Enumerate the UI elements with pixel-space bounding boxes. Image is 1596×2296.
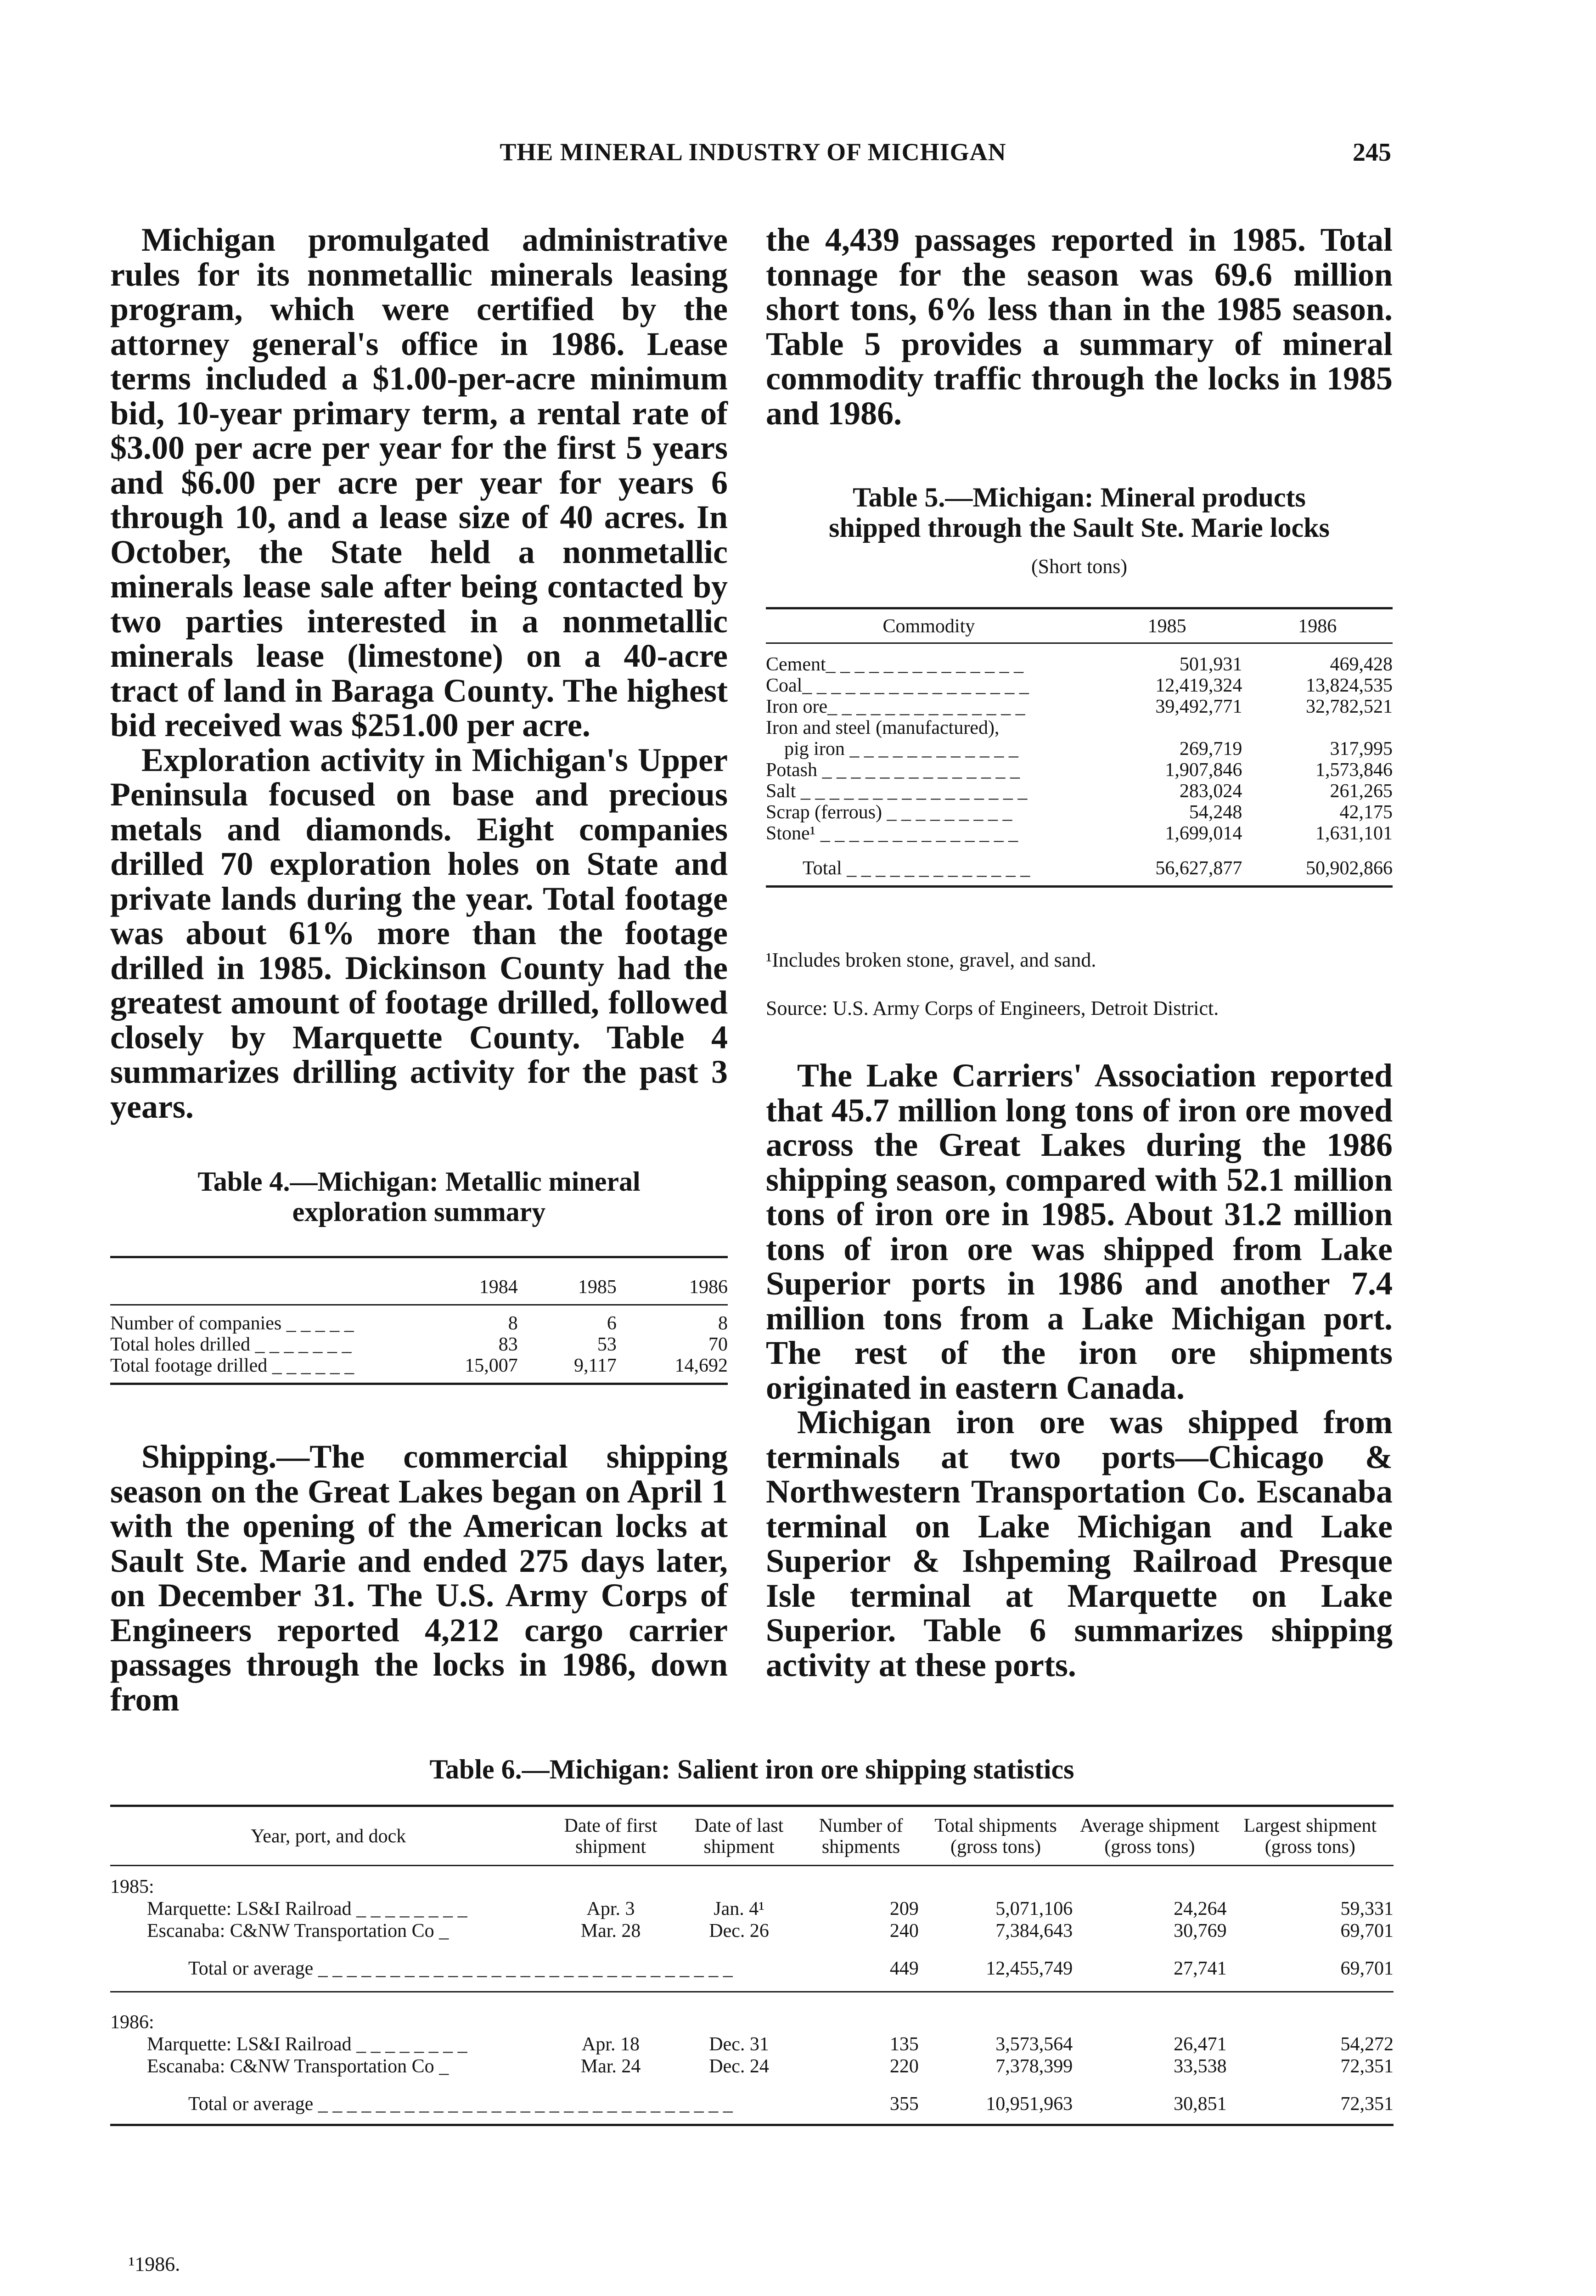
cell: 24,264 bbox=[1174, 1898, 1227, 1919]
cell: 13,824,535 bbox=[1306, 675, 1393, 696]
cell: Dec. 31 bbox=[709, 2034, 769, 2055]
cell: 15,007 bbox=[431, 1355, 517, 1384]
cell: 7,384,643 bbox=[995, 1920, 1073, 1941]
dot-leader: _ _ _ _ _ _ _ _ bbox=[356, 1898, 467, 1919]
cell: 33,538 bbox=[1174, 2056, 1227, 2077]
cell: 72,351 bbox=[1340, 2056, 1394, 2077]
cell: 12,455,749 bbox=[986, 1958, 1073, 1979]
dot-leader: _ _ _ _ _ _ _ _ _ _ _ _ _ _ _ _ bbox=[802, 675, 1029, 696]
cell: 283,024 bbox=[1179, 781, 1242, 802]
cell: 449 bbox=[889, 1958, 919, 1979]
table4-col-header: 1985 bbox=[518, 1257, 617, 1305]
cell: 135 bbox=[889, 2034, 919, 2055]
shipping-section bbox=[110, 1440, 728, 1717]
row-label: Salt bbox=[766, 781, 796, 802]
row-label: Stone¹ bbox=[766, 823, 816, 844]
cell: 220 bbox=[889, 2056, 919, 2077]
paragraph: The Lake Carriers' Association reported that 45.7 million long tons of iron ore moved across the Great Lakes during the 1986 shipping season, compared with 52.1 million tons of iron ore in 1985. About 31.2 million tons of iron ore was shipped from Lake Superior ports in 1986 and another 7.4 million tons from a Lake Michigan port. The rest of the iron ore shipments originated in eastern Canada. bbox=[766, 1057, 1393, 1406]
cell: 39,492,771 bbox=[1155, 696, 1242, 717]
dot-leader: _ bbox=[439, 1920, 449, 1941]
table-row bbox=[766, 643, 1393, 675]
table4-col-header: 1986 bbox=[617, 1257, 728, 1305]
cell: 1,907,846 bbox=[1165, 760, 1242, 781]
table-row bbox=[766, 802, 1393, 823]
running-head: THE MINERAL INDUSTRY OF MICHIGAN bbox=[500, 138, 1006, 166]
cell: 8 bbox=[508, 1313, 518, 1334]
cell: 42,175 bbox=[1339, 802, 1393, 823]
cell: 32,782,521 bbox=[1306, 696, 1393, 717]
row-label: Total or average bbox=[188, 2093, 314, 2115]
dot-leader: _ bbox=[439, 2056, 449, 2077]
table5 bbox=[766, 607, 1393, 888]
page-number: 245 bbox=[1353, 138, 1391, 167]
row-label: Marquette: LS&I Railroad bbox=[147, 2034, 352, 2055]
year-label: 1985: bbox=[110, 1876, 154, 1897]
table-row bbox=[766, 675, 1393, 696]
paragraph: the 4,439 passages reported in 1985. Total tonnage for the season was 69.6 million short tons, 6% less than in the 1985 season. Table 5 provides a summary of mineral commodity traffic through the locks in 1985 and 1986. bbox=[766, 221, 1393, 432]
table-row bbox=[110, 1355, 728, 1384]
table-row bbox=[766, 781, 1393, 802]
cell: 10,951,963 bbox=[919, 2077, 1073, 2125]
table-row bbox=[110, 2002, 1394, 2033]
table-row bbox=[110, 1919, 1394, 1941]
cell: 12,419,324 bbox=[1155, 675, 1242, 696]
right-column-text-lower bbox=[766, 1058, 1393, 1683]
row-label: Iron and steel (manufactured), bbox=[766, 717, 1000, 738]
dot-leader: _ _ _ _ _ _ _ _ _ _ _ _ _ _ _ _ bbox=[800, 781, 1028, 802]
dot-leader: _ _ _ _ _ _ _ _ _ _ _ _ _ _ bbox=[827, 696, 1025, 717]
cell: 69,701 bbox=[1340, 1958, 1394, 1979]
row-label: Number of companies bbox=[110, 1313, 282, 1334]
row-label: pig iron bbox=[784, 738, 845, 760]
shipping-text: —The commercial shipping season on the Great Lakes began on April 1 with the opening of the American locks at Sault Ste. Marie and ended 275 days later, on December 31. The U.S. Army Corps of Engineers reported 4,212 cargo carrier passages through the locks in 1986, down from bbox=[110, 1438, 728, 1718]
table5-col-header: Commodity bbox=[766, 608, 1092, 643]
table4-header-blank bbox=[110, 1257, 431, 1305]
table5-source: Source: U.S. Army Corps of Engineers, Detroit District. bbox=[766, 997, 1219, 1019]
cell: 317,995 bbox=[1330, 738, 1393, 760]
cell: 54,248 bbox=[1189, 802, 1242, 823]
cell: 355 bbox=[803, 2077, 919, 2125]
cell: 5,071,106 bbox=[995, 1898, 1073, 1919]
table-divider bbox=[110, 1992, 1394, 2002]
cell: 69,701 bbox=[1340, 1920, 1394, 1941]
table-row bbox=[766, 696, 1393, 717]
table-total-row bbox=[766, 844, 1393, 887]
cell: 1,631,101 bbox=[1315, 823, 1393, 844]
table-row bbox=[110, 1897, 1394, 1919]
dot-leader: _ _ _ _ _ _ _ _ bbox=[356, 2034, 467, 2055]
cell: 27,741 bbox=[1174, 1958, 1227, 1979]
cell: Mar. 24 bbox=[580, 2056, 641, 2077]
table4 bbox=[110, 1256, 728, 1385]
table5-title bbox=[766, 482, 1393, 543]
table6-col-header: Largest shipment (gross tons) bbox=[1227, 1806, 1394, 1866]
cell: 501,931 bbox=[1179, 654, 1242, 675]
table5-col-header: 1986 bbox=[1242, 608, 1393, 643]
year-label: 1986: bbox=[110, 2012, 154, 2033]
paragraph bbox=[110, 1440, 728, 1717]
cell: 30,769 bbox=[1174, 1920, 1227, 1941]
dot-leader: _ _ _ _ _ _ _ _ _ _ _ _ _ _ bbox=[820, 823, 1018, 844]
row-label: Iron ore bbox=[766, 696, 828, 717]
table-row bbox=[110, 1305, 728, 1334]
dot-leader: _ _ _ _ _ _ _ _ _ _ _ _ bbox=[849, 738, 1018, 760]
cell: 53 bbox=[597, 1334, 617, 1355]
table-row bbox=[766, 760, 1393, 781]
table5-title-line: shipped through the Sault Ste. Marie locks bbox=[829, 512, 1330, 543]
cell: Apr. 3 bbox=[586, 1898, 635, 1919]
cell: 56,627,877 bbox=[1092, 844, 1242, 887]
row-label: Total holes drilled bbox=[110, 1334, 250, 1355]
table5-footnote: ¹Includes broken stone, gravel, and sand. bbox=[766, 949, 1096, 971]
row-label: Escanaba: C&NW Transportation Co bbox=[147, 2056, 434, 2077]
table4-title-line: exploration summary bbox=[292, 1197, 546, 1227]
cell: 72,351 bbox=[1227, 2077, 1394, 2125]
cell: 83 bbox=[498, 1334, 518, 1355]
paragraph: Michigan promulgated administrative rules for its nonmetallic minerals leasing program, which were certified by the attorney general's office in 1986. Lease terms included a $1.00-per-acre minimum bid, 10-year primary term, a rental rate of $3.00 per acre per year for the first 5 years and $6.00 per acre per year for years 6 through 10, and a lease size of 40 acres. In October, the State held a nonmetallic minerals lease sale after being contacted by two parties interested in a nonmetallic minerals lease (limestone) on a 40-acre tract of land in Baraga County. The highest bid received was $251.00 per acre. bbox=[110, 221, 728, 743]
cell: 50,902,866 bbox=[1242, 844, 1393, 887]
table5-unit: (Short tons) bbox=[1031, 555, 1127, 578]
paragraph: Michigan iron ore was shipped from terminals at two ports—Chicago & Northwestern Transportation Co. Escanaba terminal on Lake Michigan and Lake Superior & Ishpeming Railroad Presque Isle terminal at Marquette on Lake Superior. Table 6 summarizes shipping activity at these ports. bbox=[766, 1404, 1393, 1683]
table5-title-line: Table 5.—Michigan: Mineral products bbox=[853, 482, 1306, 512]
table-row bbox=[766, 717, 1393, 738]
cell: 14,692 bbox=[617, 1355, 728, 1384]
dot-leader: _ _ _ _ _ _ _ _ _ _ _ _ _ _ _ _ _ _ _ _ _ _ _ _ _ _ _ _ _ bbox=[318, 1958, 733, 1979]
cell: 59,331 bbox=[1340, 1898, 1394, 1919]
dot-leader: _ _ _ _ _ _ _ _ _ _ _ _ _ bbox=[847, 858, 1030, 879]
cell: 240 bbox=[889, 1920, 919, 1941]
cell: 54,272 bbox=[1340, 2034, 1394, 2055]
table6-col-header: Year, port, and dock bbox=[110, 1806, 546, 1866]
dot-leader: _ _ _ _ _ _ _ _ _ bbox=[887, 802, 1012, 823]
table-row bbox=[110, 1866, 1394, 1898]
cell: 3,573,564 bbox=[995, 2034, 1073, 2055]
row-label: Total footage drilled bbox=[110, 1355, 268, 1376]
cell: 1,699,014 bbox=[1165, 823, 1242, 844]
row-label: Total bbox=[803, 858, 842, 879]
shipping-heading: Shipping. bbox=[141, 1438, 277, 1475]
row-label: Escanaba: C&NW Transportation Co bbox=[147, 1920, 434, 1941]
row-label: Marquette: LS&I Railroad bbox=[147, 1898, 352, 1919]
dot-leader: _ _ _ _ _ _ _ _ _ _ _ _ _ _ bbox=[826, 654, 1024, 675]
cell: 9,117 bbox=[518, 1355, 617, 1384]
table6-footnote: ¹1986. bbox=[129, 2253, 180, 2275]
table4-title bbox=[110, 1166, 728, 1227]
cell: 209 bbox=[889, 1898, 919, 1919]
cell: 7,378,399 bbox=[995, 2056, 1073, 2077]
table-total-row bbox=[110, 2077, 1394, 2125]
cell: Jan. 4¹ bbox=[714, 1898, 764, 1919]
table-row bbox=[110, 2033, 1394, 2055]
dot-leader: _ _ _ _ _ _ bbox=[272, 1355, 354, 1376]
table6-col-header: Date of last shipment bbox=[675, 1806, 804, 1866]
right-column-text bbox=[766, 223, 1393, 431]
table4-title-line: Table 4.—Michigan: Metallic mineral bbox=[197, 1166, 641, 1197]
cell: 70 bbox=[708, 1334, 728, 1355]
cell: Dec. 26 bbox=[709, 1920, 769, 1941]
table-total-row bbox=[110, 1941, 1394, 1992]
cell: 261,265 bbox=[1330, 781, 1393, 802]
dot-leader: _ _ _ _ _ _ _ _ _ _ _ _ _ _ bbox=[822, 760, 1020, 781]
cell: 269,719 bbox=[1179, 738, 1242, 760]
table-row bbox=[766, 823, 1393, 844]
dot-leader: _ _ _ _ _ _ _ _ _ _ _ _ _ _ _ _ _ _ _ _ _ _ _ _ _ _ _ _ _ bbox=[318, 2093, 733, 2115]
cell: Dec. 24 bbox=[709, 2056, 769, 2077]
cell: 26,471 bbox=[1174, 2034, 1227, 2055]
row-label: Scrap (ferrous) bbox=[766, 802, 882, 823]
table6-col-header: Number of shipments bbox=[803, 1806, 919, 1866]
row-label: Total or average bbox=[188, 1958, 314, 1979]
cell: 8 bbox=[718, 1313, 728, 1334]
table5-col-header: 1985 bbox=[1092, 608, 1242, 643]
row-label: Coal bbox=[766, 675, 803, 696]
paragraph: Exploration activity in Michigan's Upper Peninsula focused on base and precious metals and diamonds. Eight companies drilled 70 exploration holes on State and private lands during the year. Total footage was about 61% more than the footage drilled in 1985. Dickinson County had the greatest amount of footage drilled, followed closely by Marquette County. Table 4 summarizes drilling activity for the past 3 years. bbox=[110, 741, 728, 1125]
cell: 6 bbox=[607, 1313, 617, 1334]
left-column-text bbox=[110, 223, 728, 1124]
cell: Apr. 18 bbox=[582, 2034, 640, 2055]
cell: 1,573,846 bbox=[1315, 760, 1393, 781]
table6-title: Table 6.—Michigan: Salient iron ore shipping statistics bbox=[429, 1754, 1074, 1784]
table6-col-header: Average shipment (gross tons) bbox=[1073, 1806, 1226, 1866]
table-row bbox=[110, 2055, 1394, 2077]
table6 bbox=[110, 1805, 1394, 2126]
dot-leader: _ _ _ _ _ bbox=[286, 1313, 354, 1334]
table-row bbox=[766, 738, 1393, 760]
cell: 30,851 bbox=[1073, 2077, 1226, 2125]
table6-col-header: Date of first shipment bbox=[546, 1806, 675, 1866]
table4-col-header: 1984 bbox=[431, 1257, 517, 1305]
cell: 469,428 bbox=[1330, 654, 1393, 675]
dot-leader: _ _ _ _ _ _ _ bbox=[255, 1334, 352, 1355]
table6-col-header: Total shipments (gross tons) bbox=[919, 1806, 1073, 1866]
table-row bbox=[110, 1334, 728, 1355]
row-label: Potash bbox=[766, 760, 818, 781]
cell: Mar. 28 bbox=[580, 1920, 641, 1941]
row-label: Cement bbox=[766, 654, 826, 675]
